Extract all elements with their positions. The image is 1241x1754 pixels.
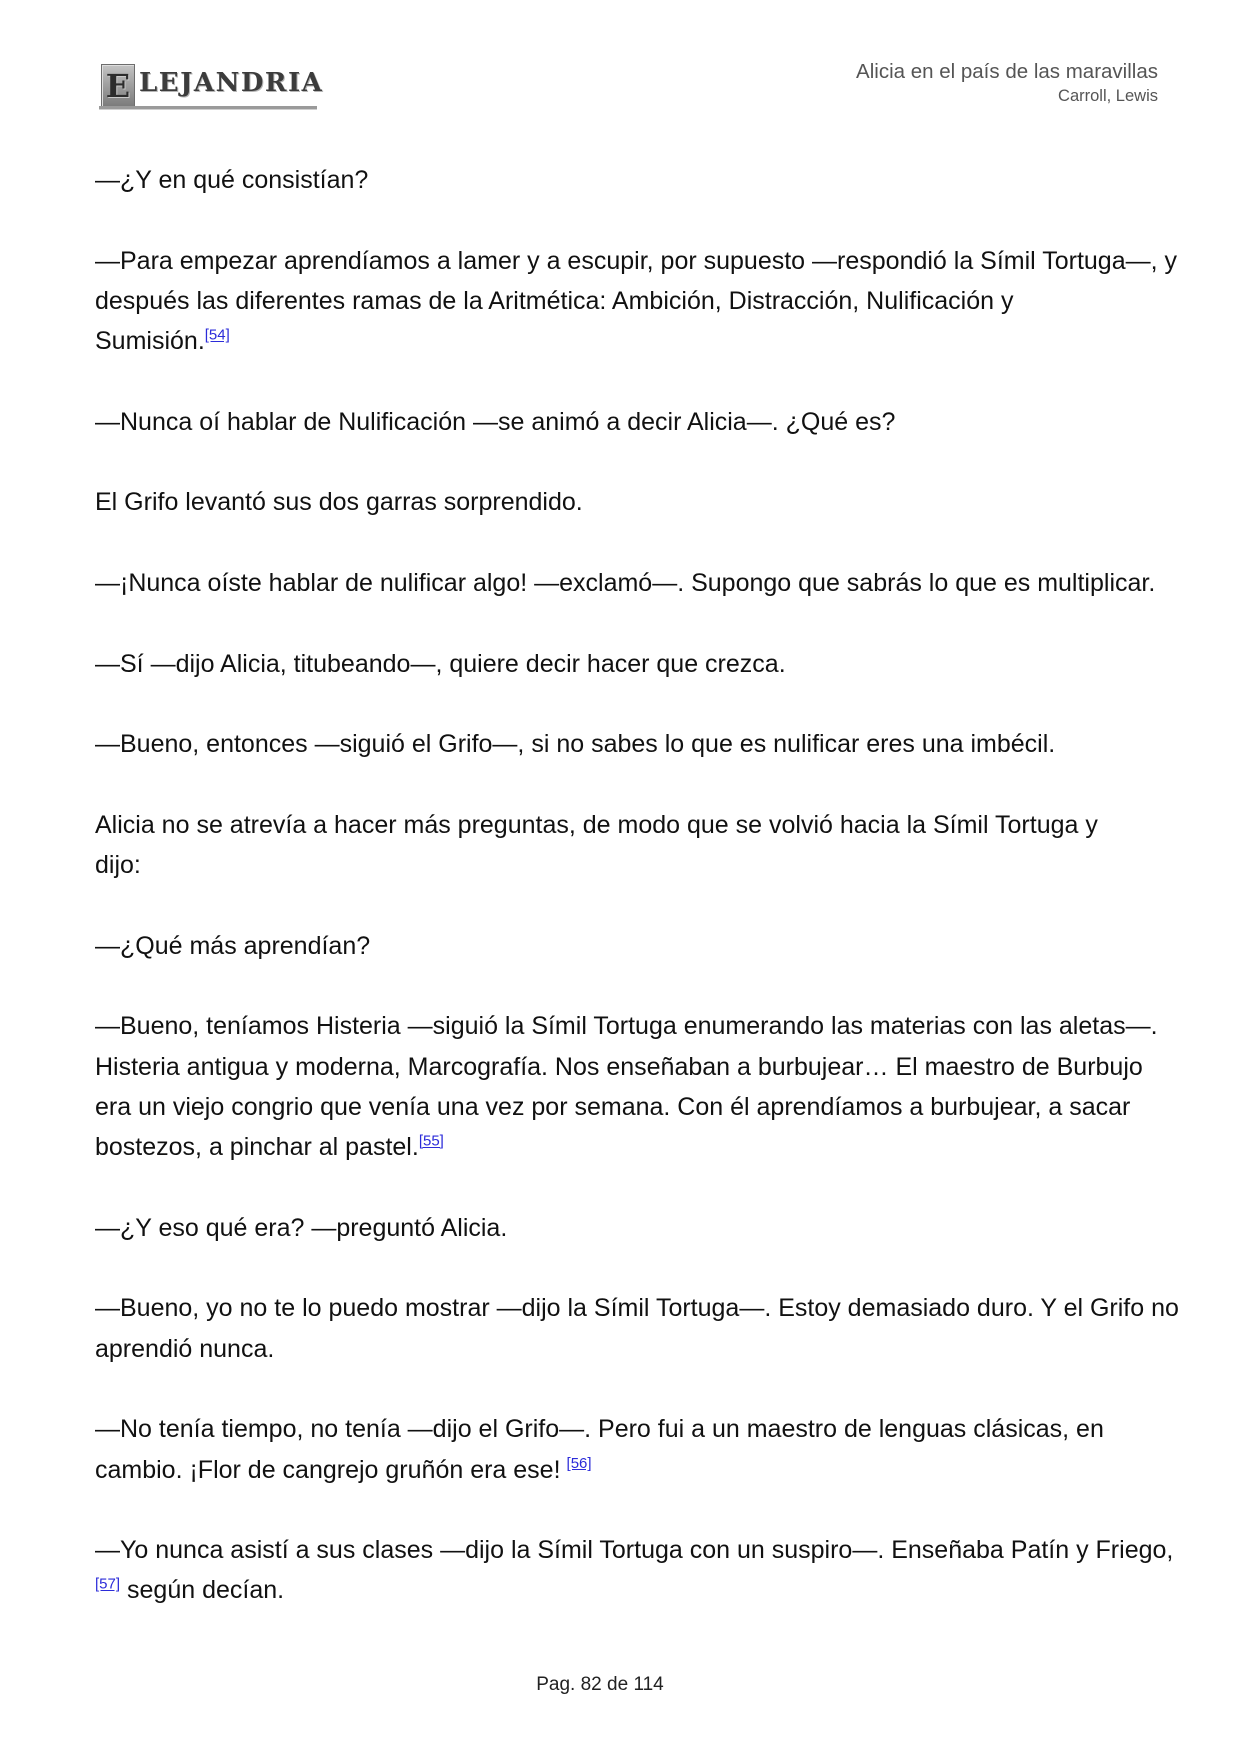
- text-line: —Sí —dijo Alicia, titubeando—, quiere decir hacer que crezca.: [95, 649, 786, 678]
- text-line: dijo:: [95, 851, 141, 880]
- line-text: según decían.: [127, 1576, 285, 1605]
- text-line: —Bueno, yo no te lo puedo mostrar —dijo la Símil Tortuga—. Estoy demasiado duro. Y el Grifo no: [95, 1294, 1179, 1323]
- text-line: después las diferentes ramas de la Aritmética: Ambición, Distracción, Nulificación y: [95, 286, 1014, 315]
- paragraph: [95, 1006, 1215, 1167]
- text-line: El Grifo levantó sus dos garras sorprendido.: [95, 488, 583, 517]
- text-line: —Nunca oí hablar de Nulificación —se animó a decir Alicia—. ¿Qué es?: [95, 407, 896, 436]
- text-line: [95, 1450, 1215, 1490]
- text-line: Histeria antigua y moderna, Marcografía. Nos enseñaban a burbujear… El maestro de Burbujo: [95, 1052, 1143, 1081]
- line-text: cambio. ¡Flor de cangrejo gruñón era ese!: [95, 1455, 561, 1484]
- text-line: [95, 1127, 1215, 1167]
- paragraph: [95, 644, 1215, 684]
- text-line: —¿Y eso qué era? —preguntó Alicia.: [95, 1213, 508, 1242]
- line-text: Sumisión.: [95, 327, 205, 356]
- text-line: —¿Y en qué consistían?: [95, 166, 369, 194]
- text-line: —¡Nunca oíste hablar de nulificar algo! —exclamó—. Supongo que sabrás lo que es multiplicar.: [95, 568, 1156, 597]
- text-line: aprendió nunca.: [95, 1334, 275, 1363]
- text-line: era un viejo congrio que venía una vez por semana. Con él aprendíamos a burbujear, a sacar: [95, 1092, 1131, 1121]
- line-text: bostezos, a pinchar al pastel.: [95, 1133, 419, 1162]
- text-line: [95, 1570, 1215, 1610]
- book-title: Alicia en el país de las maravillas: [856, 60, 1158, 83]
- text-line: Alicia no se atrevía a hacer más preguntas, de modo que se volvió hacia la Símil Tortuga y: [95, 810, 1098, 839]
- text-line: —Bueno, entonces —siguió el Grifo—, si no sabes lo que es nulificar eres una imbécil.: [95, 730, 1056, 759]
- footnote-link-57[interactable]: [57]: [95, 1576, 121, 1594]
- text-line: [95, 321, 1215, 361]
- text-line: —¿Qué más aprendían?: [95, 931, 371, 960]
- text-line: —Yo nunca asistí a sus clases —dijo la Símil Tortuga con un suspiro—. Enseñaba Patín y Friego,: [95, 1536, 1174, 1565]
- footnote-link-56[interactable]: [56]: [566, 1455, 592, 1473]
- text-line: —No tenía tiempo, no tenía —dijo el Grifo—. Pero fui a un maestro de lenguas clásicas, en: [95, 1415, 1104, 1444]
- book-author: Carroll, Lewis: [1058, 87, 1158, 105]
- page-content: [95, 160, 1215, 1651]
- paragraph: [95, 1530, 1215, 1611]
- logo-underline: [99, 106, 317, 109]
- text-line: —Para empezar aprendíamos a lamer y a escupir, por supuesto —respondió la Símil Tortuga—, y: [95, 246, 1178, 275]
- paragraph: [95, 482, 1215, 522]
- paragraph: [95, 563, 1215, 603]
- paragraph: [95, 160, 1215, 200]
- logo-initial: E: [101, 64, 135, 108]
- paragraph: [95, 241, 1215, 362]
- page-number: Pag. 82 de 114: [536, 1674, 664, 1695]
- paragraph: [95, 402, 1215, 442]
- elejandria-logo: [99, 62, 324, 110]
- paragraph: [95, 724, 1215, 764]
- footnote-link-54[interactable]: [54]: [204, 326, 230, 344]
- paragraph: [95, 1409, 1215, 1490]
- paragraph: [95, 926, 1215, 966]
- paragraph: [95, 805, 1215, 886]
- logo-wordmark: LEJANDRIA: [139, 68, 324, 98]
- footnote-link-55[interactable]: [55]: [418, 1132, 444, 1150]
- paragraph: [95, 1208, 1215, 1248]
- paragraph: [95, 1288, 1215, 1369]
- text-line: —Bueno, teníamos Histeria —siguió la Símil Tortuga enumerando las materias con las aletas—.: [95, 1012, 1158, 1041]
